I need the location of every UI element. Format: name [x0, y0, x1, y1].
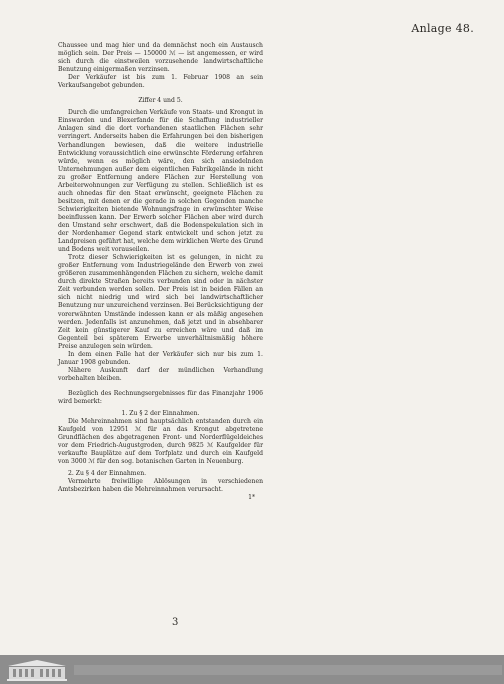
section-heading: Ziffer 4 und 5. — [138, 97, 183, 105]
paragraph: Bezüglich des Rechnungsergebnisses für das Finanzjahr 1906 wird bemerkt: — [58, 389, 263, 405]
footer-bar — [0, 655, 504, 684]
paragraph: Chaussee und mag hier und da demnächst noch ein Austausch möglich sein. Der Preis — 150000 ℳ — ist angemessen, er wird sich durch die einstweilen vorzusehende landwirtschaftliche Benutzung einigermaßen verzinsen. — [58, 42, 263, 74]
paragraph: Trotz dieser Schwierigkeiten ist es gelungen, in nicht zu großer Entfernung vom Industriegelände den Erwerb von zwei größeren zusammenhängenden Flächen zu sichern, welche damit durch direkte Straßen bereits verbunden sind oder in nächster Zeit verbunden werden sollen. Der Preis ist in beiden Fällen an sich nicht niedrig und wird sich bei landwirtschaftlicher Benutzung nur unzureichend verzinsen. Bei Berücksichtigung der vorerwähnten Umstände indessen kann er als mäßig angesehen werden. Jedenfalls ist anzunehmen, daß jetzt und in absehbarer Zeit kein günstigerer Kauf zu erreichen wäre und daß im Gegenteil bei späterem Erwerbe unverhältnismäßig höhere Preise anzulegen sein würden. — [58, 254, 263, 350]
paragraph: Nähere Auskunft darf der mündlichen Verhandlung vorbehalten bleiben. — [58, 366, 263, 382]
annex-label: Anlage 48. — [411, 22, 474, 35]
paragraph: Vermehrte freiwillige Ablösungen in verschiedenen Amtsbezirken haben die Mehreinnahmen verursacht. — [58, 478, 263, 494]
footer-strip — [74, 665, 502, 675]
subsection-heading: 2. Zu § 4 der Einnahmen. — [68, 470, 147, 478]
paragraph: In dem einen Falle hat der Verkäufer sich nur bis zum 1. Januar 1908 gebunden. — [58, 350, 263, 366]
paragraph: Durch die umfangreichen Verkäufe von Staats- und Krongut in Einswarden und Blexerfande für die Schaffung industrieller Anlagen sind die dort vorhandenen staatlichen Flächen sehr verringert. Anderseits haben die Erfahrungen bei den bisherigen Verhandlungen bewiesen, daß die weitere industrielle Entwicklung voraussichtlich eine erwünschte Förderung erfahren würde, wenn es möglich wäre, den sich ansiedelnden Unternehmungen außer dem eigentlichen Fabrikgelände in nicht zu großer Entfernung andere Flächen zur Herstellung von Arbeiterwohnungen zur Verfügung zu stellen. Schließlich ist es auch ohnedas für den Staat erwünscht, geeignete Flächen zu besitzen, mit denen er die gerade in solchen Gegenden manche Schwierigkeiten bietende Wohnungsfrage in erwünschter Weise beeinflussen kann. Der Erwerb solcher Flächen aber wird durch den Umstand sehr erschwert, daß die Bodenspekulation sich in der Nordenhamer Gegend stark entwickelt und schon jetzt zu Landpreisen geführt hat, welche dem wirklichen Werte des Grund und Bodens weit vorauseilen. — [58, 109, 263, 254]
page-number: 3 — [172, 617, 179, 628]
library-building-logo — [4, 658, 70, 682]
subsection-heading: 1. Zu § 2 der Einnahmen. — [121, 410, 200, 418]
paragraph: Der Verkäufer ist bis zum 1. Februar 1908 an sein Verkaufsangebot gebunden. — [58, 74, 263, 90]
signature-mark: 1* — [248, 494, 255, 502]
text-column — [58, 42, 263, 503]
paragraph: Die Mehreinnahmen sind hauptsächlich entstanden durch ein Kaufgeld von 12951 ℳ für an das Krongut abgetretene Grundflächen des abgetragenen Front- und Norderflügeldeiches vor dem Friedrich-Augustgroden, durch 9825 ℳ Kaufgelder für verkaufte Bauplätze auf dem Torfplatz und durch ein Kaufgeld von 3000 ℳ für den sog. botanischen Garten in Neuenburg. — [58, 418, 263, 466]
